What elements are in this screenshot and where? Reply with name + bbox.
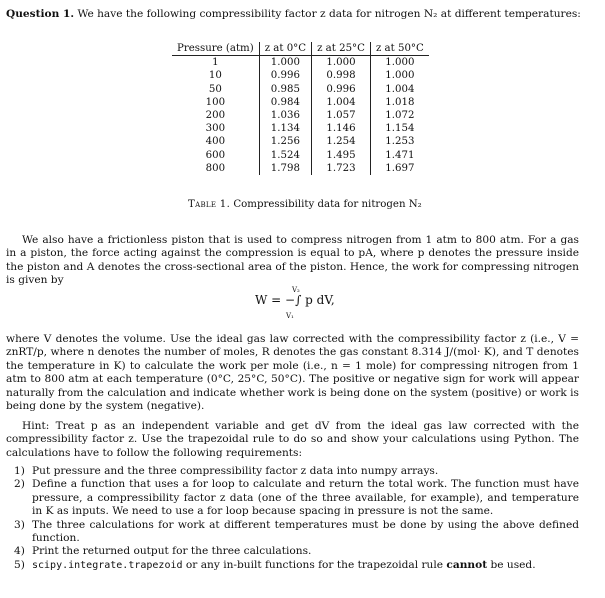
z-value-cell: 0.998 <box>312 69 371 82</box>
question-intro: We have the following compressibility factor z data for nitrogen N₂ at different temperatures: <box>77 8 581 20</box>
z-value-cell: 1.057 <box>312 109 371 122</box>
item-number: 1) <box>14 465 25 477</box>
table-row <box>172 56 429 70</box>
piston-text: We also have a frictionless piston that is used to compress nitrogen from 1 atm to 800 atm. For a gas in a piston, the force acting against the compression is equal to pA, where p denotes the pressure inside the piston and A denotes the cross-sectional area of the piston. Hence, the work for compressing nitrogen is given by <box>6 234 579 287</box>
table-caption-text: Compressibility data for nitrogen N₂ <box>233 199 422 210</box>
z-value-cell: 0.996 <box>259 69 311 82</box>
z-value-cell: 1.723 <box>312 162 371 175</box>
item-number: 2) <box>14 478 25 491</box>
table-row <box>172 149 429 162</box>
hint-paragraph <box>6 420 579 460</box>
z-value-cell: 1.004 <box>370 83 428 96</box>
item-text: or any in-built functions for the trapezoidal rule <box>185 558 444 571</box>
hint-text: Hint: Treat p as an independent variable and get dV from the ideal gas law corrected with the compressibility factor z. Use the trapezoidal rule to do so and show your calculations using Python. The calculations have to follow the following requirements: <box>6 420 579 459</box>
pressure-cell: 10 <box>208 70 222 82</box>
eq-lower-limit: V₁ <box>286 312 294 320</box>
emphasis-text: cannot <box>446 558 488 571</box>
item-text: be used. <box>490 558 536 571</box>
pressure-cell: 600 <box>205 149 226 161</box>
z-value-cell: 1.254 <box>312 135 371 148</box>
question-label: Question 1. <box>6 8 75 20</box>
col-header-z25: z at 25°C <box>312 42 371 56</box>
pressure-cell: 400 <box>205 136 226 148</box>
pressure-cell: 1 <box>212 57 219 69</box>
col-header-z50: z at 50°C <box>370 42 428 56</box>
table-row <box>172 69 429 82</box>
table-row <box>172 83 429 96</box>
z-value-cell: 0.984 <box>259 96 311 109</box>
z-value-cell: 1.000 <box>370 69 428 82</box>
z-value-cell: 1.471 <box>370 149 428 162</box>
z-value-cell: 1.146 <box>312 122 371 135</box>
where-text: where V denotes the volume. Use the ideal gas law corrected with the compressibility factor z (i.e., V = znRT/p, where n denotes the number of moles, R denotes the gas constant 8.314 J/(mol· K), and T denotes the temperature in K) to calculate the work per mole (i.e., n = 1 mole) for compressing nitrogen from 1 atm to 800 atm at each temperature (0°C, 25°C, 50°C). The positive or negative sign for work will appear naturally from the calculation and indicate whether work is being done on the system (positive) or work is being done by the system (negative). <box>6 333 579 413</box>
item-text: Define a function that uses a for loop to calculate and return the total work. The function must have pressure, a compressibility factor z data (one of the three available, for example), and temperature in K as inputs. We need to use a for loop because spacing in pressure is not the same. <box>32 478 579 518</box>
table-caption <box>188 198 422 211</box>
list-item <box>6 559 579 572</box>
where-paragraph <box>6 333 579 413</box>
list-item <box>6 465 579 478</box>
z-value-cell: 0.996 <box>312 83 371 96</box>
z-value-cell: 1.018 <box>370 96 428 109</box>
z-value-cell: 1.004 <box>312 96 371 109</box>
table-row <box>172 122 429 135</box>
col-header-z0: z at 0°C <box>259 42 311 56</box>
z-value-cell: 1.000 <box>370 56 428 70</box>
z-value-cell: 1.524 <box>259 149 311 162</box>
equation-text: W = −∫ p dV, <box>255 293 335 307</box>
work-equation <box>255 286 335 320</box>
table-caption-label: Table 1. <box>188 199 231 210</box>
item-number: 4) <box>14 545 25 558</box>
table-row <box>172 109 429 122</box>
z-value-cell: 1.000 <box>312 56 371 70</box>
item-text: Put pressure and the three compressibility factor z data into numpy arrays. <box>32 465 439 477</box>
table-row <box>172 162 429 175</box>
pressure-cell: 300 <box>205 123 226 135</box>
list-item <box>6 545 579 558</box>
question-title <box>6 8 601 21</box>
pressure-cell: 200 <box>205 110 226 122</box>
item-number: 3) <box>14 518 25 531</box>
pressure-cell: 50 <box>208 83 222 95</box>
eq-upper-limit: V₂ <box>292 286 300 294</box>
list-item <box>6 478 579 518</box>
table-row <box>172 96 429 109</box>
item-text: Print the returned output for the three calculations. <box>32 545 312 558</box>
z-value-cell: 1.036 <box>259 109 311 122</box>
z-value-cell: 1.134 <box>259 122 311 135</box>
compressibility-table <box>172 42 429 175</box>
requirements-list <box>6 465 579 572</box>
z-value-cell: 1.072 <box>370 109 428 122</box>
item-text: The three calculations for work at different temperatures must be done by using the above defined function. <box>32 518 579 545</box>
table-header-row <box>172 42 429 56</box>
item-number: 5) <box>14 558 25 571</box>
table-row <box>172 135 429 148</box>
col-header-pressure: Pressure (atm) <box>172 42 259 56</box>
z-value-cell: 1.256 <box>259 135 311 148</box>
z-value-cell: 1.000 <box>259 56 311 70</box>
piston-paragraph <box>6 234 579 288</box>
z-value-cell: 1.253 <box>370 135 428 148</box>
z-value-cell: 1.495 <box>312 149 371 162</box>
z-value-cell: 1.697 <box>370 162 428 175</box>
z-value-cell: 1.798 <box>259 162 311 175</box>
z-value-cell: 1.154 <box>370 122 428 135</box>
code-snippet: scipy.integrate.trapezoid <box>32 559 183 571</box>
list-item <box>6 519 579 546</box>
pressure-cell: 800 <box>205 162 226 174</box>
pressure-cell: 100 <box>205 96 226 108</box>
z-value-cell: 0.985 <box>259 83 311 96</box>
